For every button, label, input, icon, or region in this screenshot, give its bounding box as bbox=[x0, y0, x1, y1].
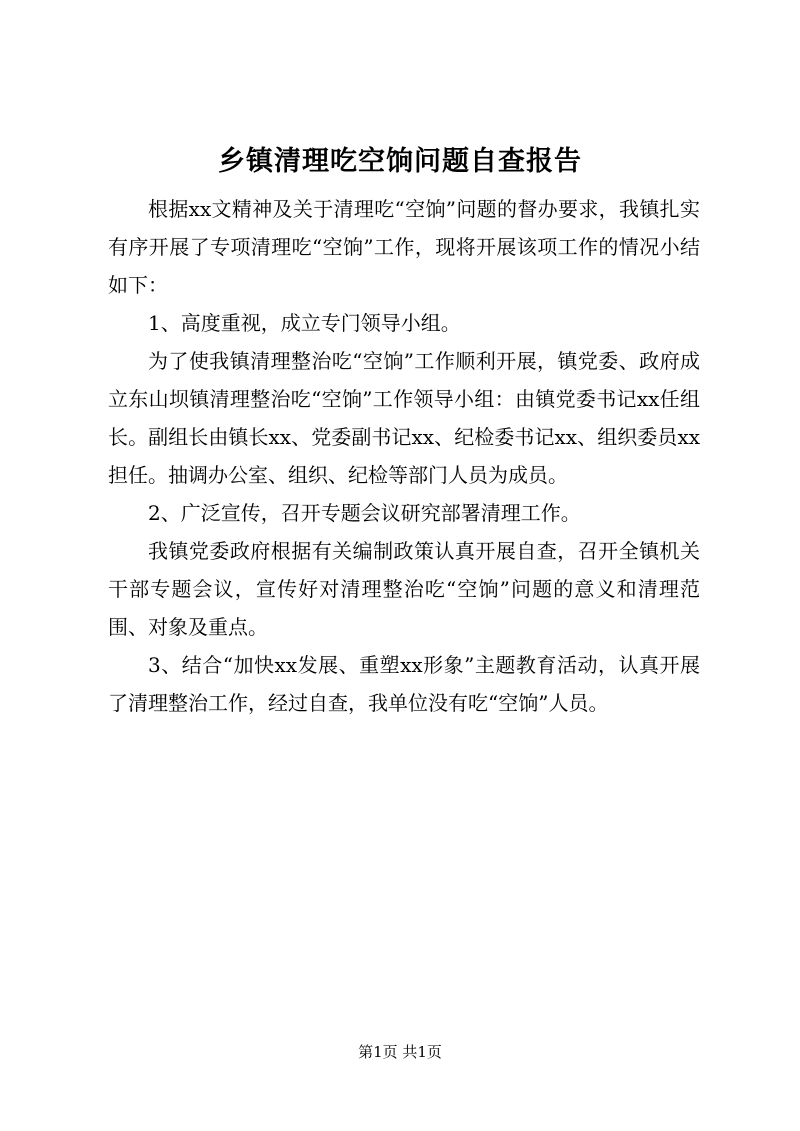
section-1-heading: 1、高度重视，成立专门领导小组。 bbox=[148, 311, 461, 335]
section-1-paragraph: 为了使我镇清理整治吃“空饷”工作顺利开展，镇党委、政府成立东山坝镇清理整治吃“空饷”工作领导小组：由镇党委书记xx任组长。副组长由镇长xx、党委副书记xx、纪检委书记xx、组织委员xx担任。抽调办公室、组织、纪检等部门人员为成员。 bbox=[108, 349, 700, 487]
document-title: 乡镇清理吃空饷问题自查报告 bbox=[218, 146, 582, 177]
section-2-paragraph: 我镇党委政府根据有关编制政策认真开展自查，召开全镇机关干部专题会议，宣传好对清理整治吃“空饷”问题的意义和清理范围、对象及重点。 bbox=[108, 539, 700, 639]
section-3-paragraph: 3、结合“加快xx发展、重塑xx形象”主题教育活动，认真开展了清理整治工作，经过自查，我单位没有吃“空饷”人员。 bbox=[108, 653, 700, 715]
page-number-footer: 第1页 共1页 bbox=[358, 1043, 442, 1061]
document-body bbox=[108, 190, 700, 722]
section-2-heading: 2、广泛宣传，召开专题会议研究部署清理工作。 bbox=[148, 501, 581, 525]
intro-paragraph: 根据xx文精神及关于清理吃“空饷”问题的督办要求，我镇扎实有序开展了专项清理吃“空饷”工作，现将开展该项工作的情况小结如下： bbox=[108, 197, 700, 297]
